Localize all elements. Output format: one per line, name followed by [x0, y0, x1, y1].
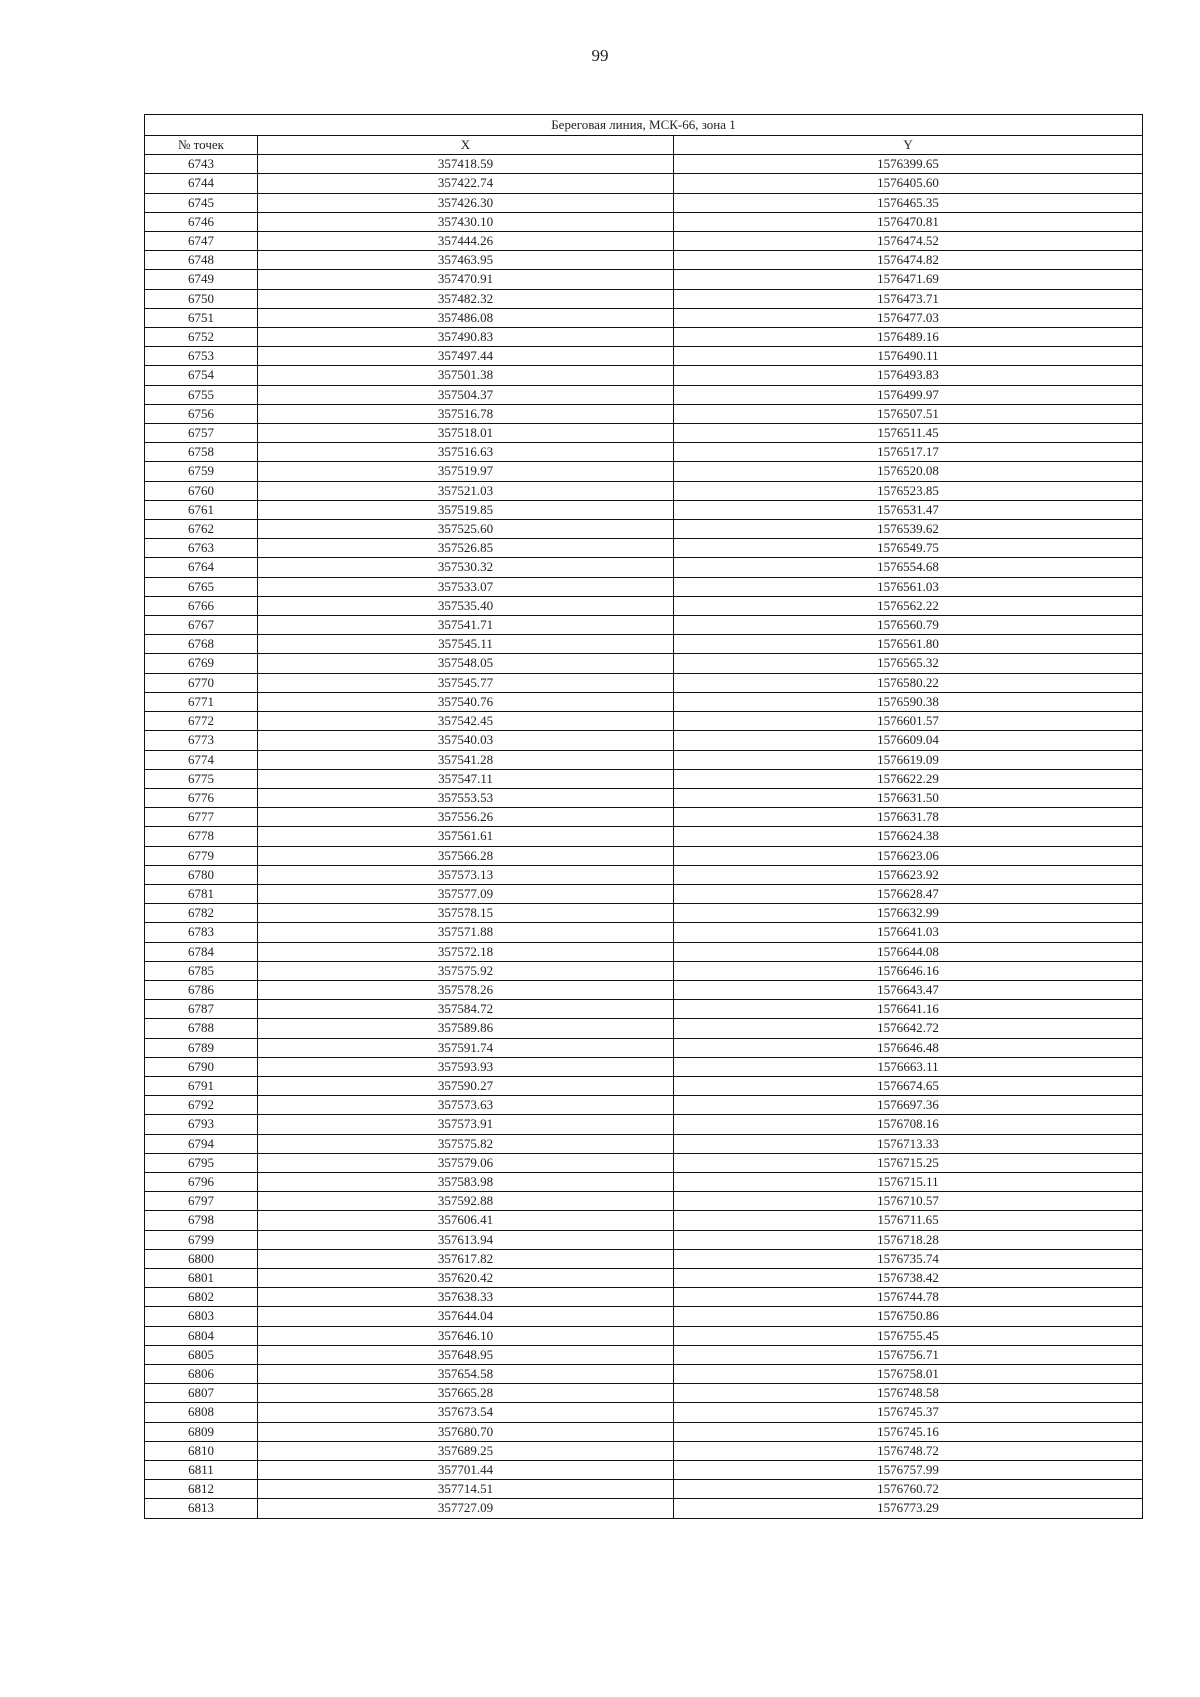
y-coordinate-cell: 1576641.16 — [674, 1000, 1143, 1019]
y-coordinate-cell: 1576601.57 — [674, 712, 1143, 731]
x-coordinate-cell: 357591.74 — [258, 1038, 674, 1057]
x-coordinate-cell: 357584.72 — [258, 1000, 674, 1019]
column-header-y: Y — [674, 136, 1143, 155]
table-row — [145, 443, 1143, 462]
table-row — [145, 712, 1143, 731]
x-coordinate-cell: 357490.83 — [258, 328, 674, 347]
table-row — [145, 308, 1143, 327]
y-coordinate-cell: 1576713.33 — [674, 1134, 1143, 1153]
x-coordinate-cell: 357444.26 — [258, 232, 674, 251]
page-number: 99 — [591, 46, 609, 65]
y-coordinate-cell: 1576708.16 — [674, 1115, 1143, 1134]
table-row — [145, 366, 1143, 385]
point-number-cell: 6809 — [145, 1422, 258, 1441]
y-coordinate-cell: 1576643.47 — [674, 980, 1143, 999]
table-row — [145, 1288, 1143, 1307]
x-coordinate-cell: 357654.58 — [258, 1365, 674, 1384]
point-number-cell: 6810 — [145, 1441, 258, 1460]
point-number-cell: 6778 — [145, 827, 258, 846]
y-coordinate-cell: 1576644.08 — [674, 942, 1143, 961]
y-coordinate-cell: 1576623.92 — [674, 865, 1143, 884]
y-coordinate-cell: 1576499.97 — [674, 385, 1143, 404]
x-coordinate-cell: 357482.32 — [258, 289, 674, 308]
x-coordinate-cell: 357573.13 — [258, 865, 674, 884]
y-coordinate-cell: 1576493.83 — [674, 366, 1143, 385]
x-coordinate-cell: 357589.86 — [258, 1019, 674, 1038]
point-number-cell: 6797 — [145, 1192, 258, 1211]
y-coordinate-cell: 1576539.62 — [674, 520, 1143, 539]
x-coordinate-cell: 357561.61 — [258, 827, 674, 846]
y-coordinate-cell: 1576561.80 — [674, 635, 1143, 654]
point-number-cell: 6761 — [145, 500, 258, 519]
y-coordinate-cell: 1576748.72 — [674, 1441, 1143, 1460]
x-coordinate-cell: 357593.93 — [258, 1057, 674, 1076]
table-row — [145, 654, 1143, 673]
table-row — [145, 385, 1143, 404]
y-coordinate-cell: 1576642.72 — [674, 1019, 1143, 1038]
table-row — [145, 788, 1143, 807]
table-row — [145, 1230, 1143, 1249]
y-coordinate-cell: 1576624.38 — [674, 827, 1143, 846]
table-row — [145, 1499, 1143, 1518]
y-coordinate-cell: 1576622.29 — [674, 769, 1143, 788]
y-coordinate-cell: 1576561.03 — [674, 577, 1143, 596]
x-coordinate-cell: 357526.85 — [258, 539, 674, 558]
x-coordinate-cell: 357497.44 — [258, 347, 674, 366]
table-row — [145, 884, 1143, 903]
y-coordinate-cell: 1576758.01 — [674, 1365, 1143, 1384]
table-row — [145, 155, 1143, 174]
y-coordinate-cell: 1576507.51 — [674, 404, 1143, 423]
point-number-cell: 6773 — [145, 731, 258, 750]
point-number-cell: 6752 — [145, 328, 258, 347]
table-row — [145, 481, 1143, 500]
point-number-cell: 6793 — [145, 1115, 258, 1134]
x-coordinate-cell: 357533.07 — [258, 577, 674, 596]
point-number-cell: 6802 — [145, 1288, 258, 1307]
y-coordinate-cell: 1576471.69 — [674, 270, 1143, 289]
table-row — [145, 270, 1143, 289]
point-number-cell: 6785 — [145, 961, 258, 980]
point-number-cell: 6743 — [145, 155, 258, 174]
table-row — [145, 1268, 1143, 1287]
y-coordinate-cell: 1576715.25 — [674, 1153, 1143, 1172]
y-coordinate-cell: 1576520.08 — [674, 462, 1143, 481]
y-coordinate-cell: 1576560.79 — [674, 616, 1143, 635]
y-coordinate-cell: 1576646.48 — [674, 1038, 1143, 1057]
x-coordinate-cell: 357644.04 — [258, 1307, 674, 1326]
x-coordinate-cell: 357530.32 — [258, 558, 674, 577]
x-coordinate-cell: 357646.10 — [258, 1326, 674, 1345]
point-number-cell: 6811 — [145, 1461, 258, 1480]
x-coordinate-cell: 357516.78 — [258, 404, 674, 423]
table-row — [145, 1076, 1143, 1095]
point-number-cell: 6745 — [145, 193, 258, 212]
table-row — [145, 251, 1143, 270]
table-row — [145, 1480, 1143, 1499]
point-number-cell: 6800 — [145, 1249, 258, 1268]
point-number-cell: 6750 — [145, 289, 258, 308]
y-coordinate-cell: 1576489.16 — [674, 328, 1143, 347]
x-coordinate-cell: 357579.06 — [258, 1153, 674, 1172]
x-coordinate-cell: 357573.63 — [258, 1096, 674, 1115]
y-coordinate-cell: 1576756.71 — [674, 1345, 1143, 1364]
table-row — [145, 1422, 1143, 1441]
x-coordinate-cell: 357665.28 — [258, 1384, 674, 1403]
point-number-cell: 6766 — [145, 596, 258, 615]
point-number-cell: 6779 — [145, 846, 258, 865]
point-number-cell: 6751 — [145, 308, 258, 327]
y-coordinate-cell: 1576473.71 — [674, 289, 1143, 308]
x-coordinate-cell: 357501.38 — [258, 366, 674, 385]
x-coordinate-cell: 357463.95 — [258, 251, 674, 270]
x-coordinate-cell: 357525.60 — [258, 520, 674, 539]
point-number-cell: 6771 — [145, 692, 258, 711]
x-coordinate-cell: 357486.08 — [258, 308, 674, 327]
table-row — [145, 232, 1143, 251]
table-row — [145, 500, 1143, 519]
x-coordinate-cell: 357518.01 — [258, 424, 674, 443]
y-coordinate-cell: 1576760.72 — [674, 1480, 1143, 1499]
table-row — [145, 328, 1143, 347]
coordinates-table — [144, 114, 1143, 1519]
table-row — [145, 1038, 1143, 1057]
x-coordinate-cell: 357592.88 — [258, 1192, 674, 1211]
point-number-cell: 6782 — [145, 904, 258, 923]
table-row — [145, 1172, 1143, 1191]
y-coordinate-cell: 1576580.22 — [674, 673, 1143, 692]
y-coordinate-cell: 1576718.28 — [674, 1230, 1143, 1249]
point-number-cell: 6763 — [145, 539, 258, 558]
point-number-cell: 6788 — [145, 1019, 258, 1038]
x-coordinate-cell: 357617.82 — [258, 1249, 674, 1268]
y-coordinate-cell: 1576632.99 — [674, 904, 1143, 923]
point-number-cell: 6795 — [145, 1153, 258, 1172]
table-row — [145, 520, 1143, 539]
x-coordinate-cell: 357540.76 — [258, 692, 674, 711]
point-number-cell: 6812 — [145, 1480, 258, 1499]
point-number-cell: 6759 — [145, 462, 258, 481]
x-coordinate-cell: 357638.33 — [258, 1288, 674, 1307]
y-coordinate-cell: 1576517.17 — [674, 443, 1143, 462]
table-row — [145, 1384, 1143, 1403]
x-coordinate-cell: 357578.15 — [258, 904, 674, 923]
table-row — [145, 577, 1143, 596]
y-coordinate-cell: 1576641.03 — [674, 923, 1143, 942]
table-row — [145, 193, 1143, 212]
table-row — [145, 1000, 1143, 1019]
point-number-cell: 6772 — [145, 712, 258, 731]
x-coordinate-cell: 357613.94 — [258, 1230, 674, 1249]
table-row — [145, 1326, 1143, 1345]
y-coordinate-cell: 1576663.11 — [674, 1057, 1143, 1076]
y-coordinate-cell: 1576511.45 — [674, 424, 1143, 443]
point-number-cell: 6783 — [145, 923, 258, 942]
y-coordinate-cell: 1576710.57 — [674, 1192, 1143, 1211]
point-number-cell: 6804 — [145, 1326, 258, 1345]
table-row — [145, 539, 1143, 558]
y-coordinate-cell: 1576628.47 — [674, 884, 1143, 903]
point-number-cell: 6756 — [145, 404, 258, 423]
y-coordinate-cell: 1576697.36 — [674, 1096, 1143, 1115]
point-number-cell: 6776 — [145, 788, 258, 807]
y-coordinate-cell: 1576523.85 — [674, 481, 1143, 500]
y-coordinate-cell: 1576549.75 — [674, 539, 1143, 558]
table-body — [145, 155, 1143, 1518]
table-row — [145, 212, 1143, 231]
point-number-cell: 6786 — [145, 980, 258, 999]
y-coordinate-cell: 1576609.04 — [674, 731, 1143, 750]
table-row — [145, 731, 1143, 750]
table-row — [145, 923, 1143, 942]
x-coordinate-cell: 357541.28 — [258, 750, 674, 769]
table-row — [145, 1115, 1143, 1134]
x-coordinate-cell: 357556.26 — [258, 808, 674, 827]
x-coordinate-cell: 357547.11 — [258, 769, 674, 788]
table-header-row — [145, 136, 1143, 155]
table-row — [145, 1019, 1143, 1038]
y-coordinate-cell: 1576735.74 — [674, 1249, 1143, 1268]
y-coordinate-cell: 1576590.38 — [674, 692, 1143, 711]
point-number-cell: 6760 — [145, 481, 258, 500]
x-coordinate-cell: 357516.63 — [258, 443, 674, 462]
point-number-cell: 6799 — [145, 1230, 258, 1249]
y-coordinate-cell: 1576565.32 — [674, 654, 1143, 673]
x-coordinate-cell: 357519.85 — [258, 500, 674, 519]
x-coordinate-cell: 357566.28 — [258, 846, 674, 865]
table-title: Береговая линия, МСК-66, зона 1 — [145, 115, 1143, 136]
point-number-cell: 6801 — [145, 1268, 258, 1287]
table-row — [145, 1441, 1143, 1460]
point-number-cell: 6748 — [145, 251, 258, 270]
table-row — [145, 635, 1143, 654]
point-number-cell: 6768 — [145, 635, 258, 654]
table-row — [145, 596, 1143, 615]
point-number-cell: 6754 — [145, 366, 258, 385]
y-coordinate-cell: 1576490.11 — [674, 347, 1143, 366]
x-coordinate-cell: 357545.11 — [258, 635, 674, 654]
y-coordinate-cell: 1576531.47 — [674, 500, 1143, 519]
table-row — [145, 174, 1143, 193]
x-coordinate-cell: 357578.26 — [258, 980, 674, 999]
y-coordinate-cell: 1576748.58 — [674, 1384, 1143, 1403]
point-number-cell: 6792 — [145, 1096, 258, 1115]
table-row — [145, 1057, 1143, 1076]
point-number-cell: 6777 — [145, 808, 258, 827]
x-coordinate-cell: 357701.44 — [258, 1461, 674, 1480]
x-coordinate-cell: 357573.91 — [258, 1115, 674, 1134]
x-coordinate-cell: 357575.92 — [258, 961, 674, 980]
table-row — [145, 865, 1143, 884]
point-number-cell: 6796 — [145, 1172, 258, 1191]
point-number-cell: 6755 — [145, 385, 258, 404]
x-coordinate-cell: 357430.10 — [258, 212, 674, 231]
table-row — [145, 1345, 1143, 1364]
point-number-cell: 6789 — [145, 1038, 258, 1057]
table-row — [145, 750, 1143, 769]
y-coordinate-cell: 1576470.81 — [674, 212, 1143, 231]
y-coordinate-cell: 1576399.65 — [674, 155, 1143, 174]
point-number-cell: 6806 — [145, 1365, 258, 1384]
y-coordinate-cell: 1576750.86 — [674, 1307, 1143, 1326]
table-row — [145, 347, 1143, 366]
x-coordinate-cell: 357680.70 — [258, 1422, 674, 1441]
point-number-cell: 6747 — [145, 232, 258, 251]
x-coordinate-cell: 357606.41 — [258, 1211, 674, 1230]
point-number-cell: 6790 — [145, 1057, 258, 1076]
point-number-cell: 6775 — [145, 769, 258, 788]
x-coordinate-cell: 357553.53 — [258, 788, 674, 807]
table-row — [145, 1211, 1143, 1230]
x-coordinate-cell: 357541.71 — [258, 616, 674, 635]
table-row — [145, 558, 1143, 577]
x-coordinate-cell: 357426.30 — [258, 193, 674, 212]
point-number-cell: 6762 — [145, 520, 258, 539]
point-number-cell: 6798 — [145, 1211, 258, 1230]
point-number-cell: 6805 — [145, 1345, 258, 1364]
table-row — [145, 1192, 1143, 1211]
point-number-cell: 6757 — [145, 424, 258, 443]
table-row — [145, 1134, 1143, 1153]
table-row — [145, 616, 1143, 635]
y-coordinate-cell: 1576738.42 — [674, 1268, 1143, 1287]
x-coordinate-cell: 357545.77 — [258, 673, 674, 692]
point-number-cell: 6774 — [145, 750, 258, 769]
table-row — [145, 942, 1143, 961]
point-number-cell: 6770 — [145, 673, 258, 692]
x-coordinate-cell: 357542.45 — [258, 712, 674, 731]
y-coordinate-cell: 1576405.60 — [674, 174, 1143, 193]
table-row — [145, 1307, 1143, 1326]
y-coordinate-cell: 1576562.22 — [674, 596, 1143, 615]
table-row — [145, 1153, 1143, 1172]
point-number-cell: 6784 — [145, 942, 258, 961]
point-number-cell: 6746 — [145, 212, 258, 231]
point-number-cell: 6749 — [145, 270, 258, 289]
table-row — [145, 904, 1143, 923]
table-row — [145, 1365, 1143, 1384]
y-coordinate-cell: 1576474.82 — [674, 251, 1143, 270]
point-number-cell: 6765 — [145, 577, 258, 596]
point-number-cell: 6780 — [145, 865, 258, 884]
y-coordinate-cell: 1576623.06 — [674, 846, 1143, 865]
y-coordinate-cell: 1576631.50 — [674, 788, 1143, 807]
x-coordinate-cell: 357620.42 — [258, 1268, 674, 1287]
x-coordinate-cell: 357422.74 — [258, 174, 674, 193]
point-number-cell: 6753 — [145, 347, 258, 366]
y-coordinate-cell: 1576474.52 — [674, 232, 1143, 251]
point-number-cell: 6769 — [145, 654, 258, 673]
table-row — [145, 808, 1143, 827]
y-coordinate-cell: 1576477.03 — [674, 308, 1143, 327]
y-coordinate-cell: 1576465.35 — [674, 193, 1143, 212]
x-coordinate-cell: 357521.03 — [258, 481, 674, 500]
y-coordinate-cell: 1576745.37 — [674, 1403, 1143, 1422]
point-number-cell: 6744 — [145, 174, 258, 193]
y-coordinate-cell: 1576755.45 — [674, 1326, 1143, 1345]
x-coordinate-cell: 357648.95 — [258, 1345, 674, 1364]
table-row — [145, 980, 1143, 999]
x-coordinate-cell: 357673.54 — [258, 1403, 674, 1422]
point-number-cell: 6808 — [145, 1403, 258, 1422]
x-coordinate-cell: 357583.98 — [258, 1172, 674, 1191]
x-coordinate-cell: 357689.25 — [258, 1441, 674, 1460]
table-row — [145, 404, 1143, 423]
table-row — [145, 846, 1143, 865]
y-coordinate-cell: 1576745.16 — [674, 1422, 1143, 1441]
point-number-cell: 6767 — [145, 616, 258, 635]
point-number-cell: 6791 — [145, 1076, 258, 1095]
table-row — [145, 289, 1143, 308]
table-title-row — [145, 115, 1143, 136]
x-coordinate-cell: 357571.88 — [258, 923, 674, 942]
column-header-x: X — [258, 136, 674, 155]
x-coordinate-cell: 357519.97 — [258, 462, 674, 481]
table-row — [145, 827, 1143, 846]
point-number-cell: 6813 — [145, 1499, 258, 1518]
x-coordinate-cell: 357504.37 — [258, 385, 674, 404]
point-number-cell: 6758 — [145, 443, 258, 462]
y-coordinate-cell: 1576744.78 — [674, 1288, 1143, 1307]
x-coordinate-cell: 357540.03 — [258, 731, 674, 750]
y-coordinate-cell: 1576554.68 — [674, 558, 1143, 577]
point-number-cell: 6803 — [145, 1307, 258, 1326]
y-coordinate-cell: 1576674.65 — [674, 1076, 1143, 1095]
x-coordinate-cell: 357575.82 — [258, 1134, 674, 1153]
y-coordinate-cell: 1576773.29 — [674, 1499, 1143, 1518]
table-row — [145, 1403, 1143, 1422]
x-coordinate-cell: 357470.91 — [258, 270, 674, 289]
table-row — [145, 673, 1143, 692]
point-number-cell: 6764 — [145, 558, 258, 577]
y-coordinate-cell: 1576715.11 — [674, 1172, 1143, 1191]
x-coordinate-cell: 357727.09 — [258, 1499, 674, 1518]
x-coordinate-cell: 357572.18 — [258, 942, 674, 961]
y-coordinate-cell: 1576619.09 — [674, 750, 1143, 769]
table-row — [145, 1461, 1143, 1480]
x-coordinate-cell: 357418.59 — [258, 155, 674, 174]
point-number-cell: 6807 — [145, 1384, 258, 1403]
column-header-point-number: № точек — [145, 136, 258, 155]
y-coordinate-cell: 1576757.99 — [674, 1461, 1143, 1480]
x-coordinate-cell: 357714.51 — [258, 1480, 674, 1499]
table-row — [145, 462, 1143, 481]
table-row — [145, 961, 1143, 980]
point-number-cell: 6794 — [145, 1134, 258, 1153]
y-coordinate-cell: 1576646.16 — [674, 961, 1143, 980]
table-row — [145, 1096, 1143, 1115]
y-coordinate-cell: 1576711.65 — [674, 1211, 1143, 1230]
x-coordinate-cell: 357548.05 — [258, 654, 674, 673]
point-number-cell: 6781 — [145, 884, 258, 903]
y-coordinate-cell: 1576631.78 — [674, 808, 1143, 827]
x-coordinate-cell: 357590.27 — [258, 1076, 674, 1095]
table-row — [145, 1249, 1143, 1268]
table-row — [145, 424, 1143, 443]
x-coordinate-cell: 357577.09 — [258, 884, 674, 903]
point-number-cell: 6787 — [145, 1000, 258, 1019]
table-row — [145, 769, 1143, 788]
x-coordinate-cell: 357535.40 — [258, 596, 674, 615]
table-row — [145, 692, 1143, 711]
